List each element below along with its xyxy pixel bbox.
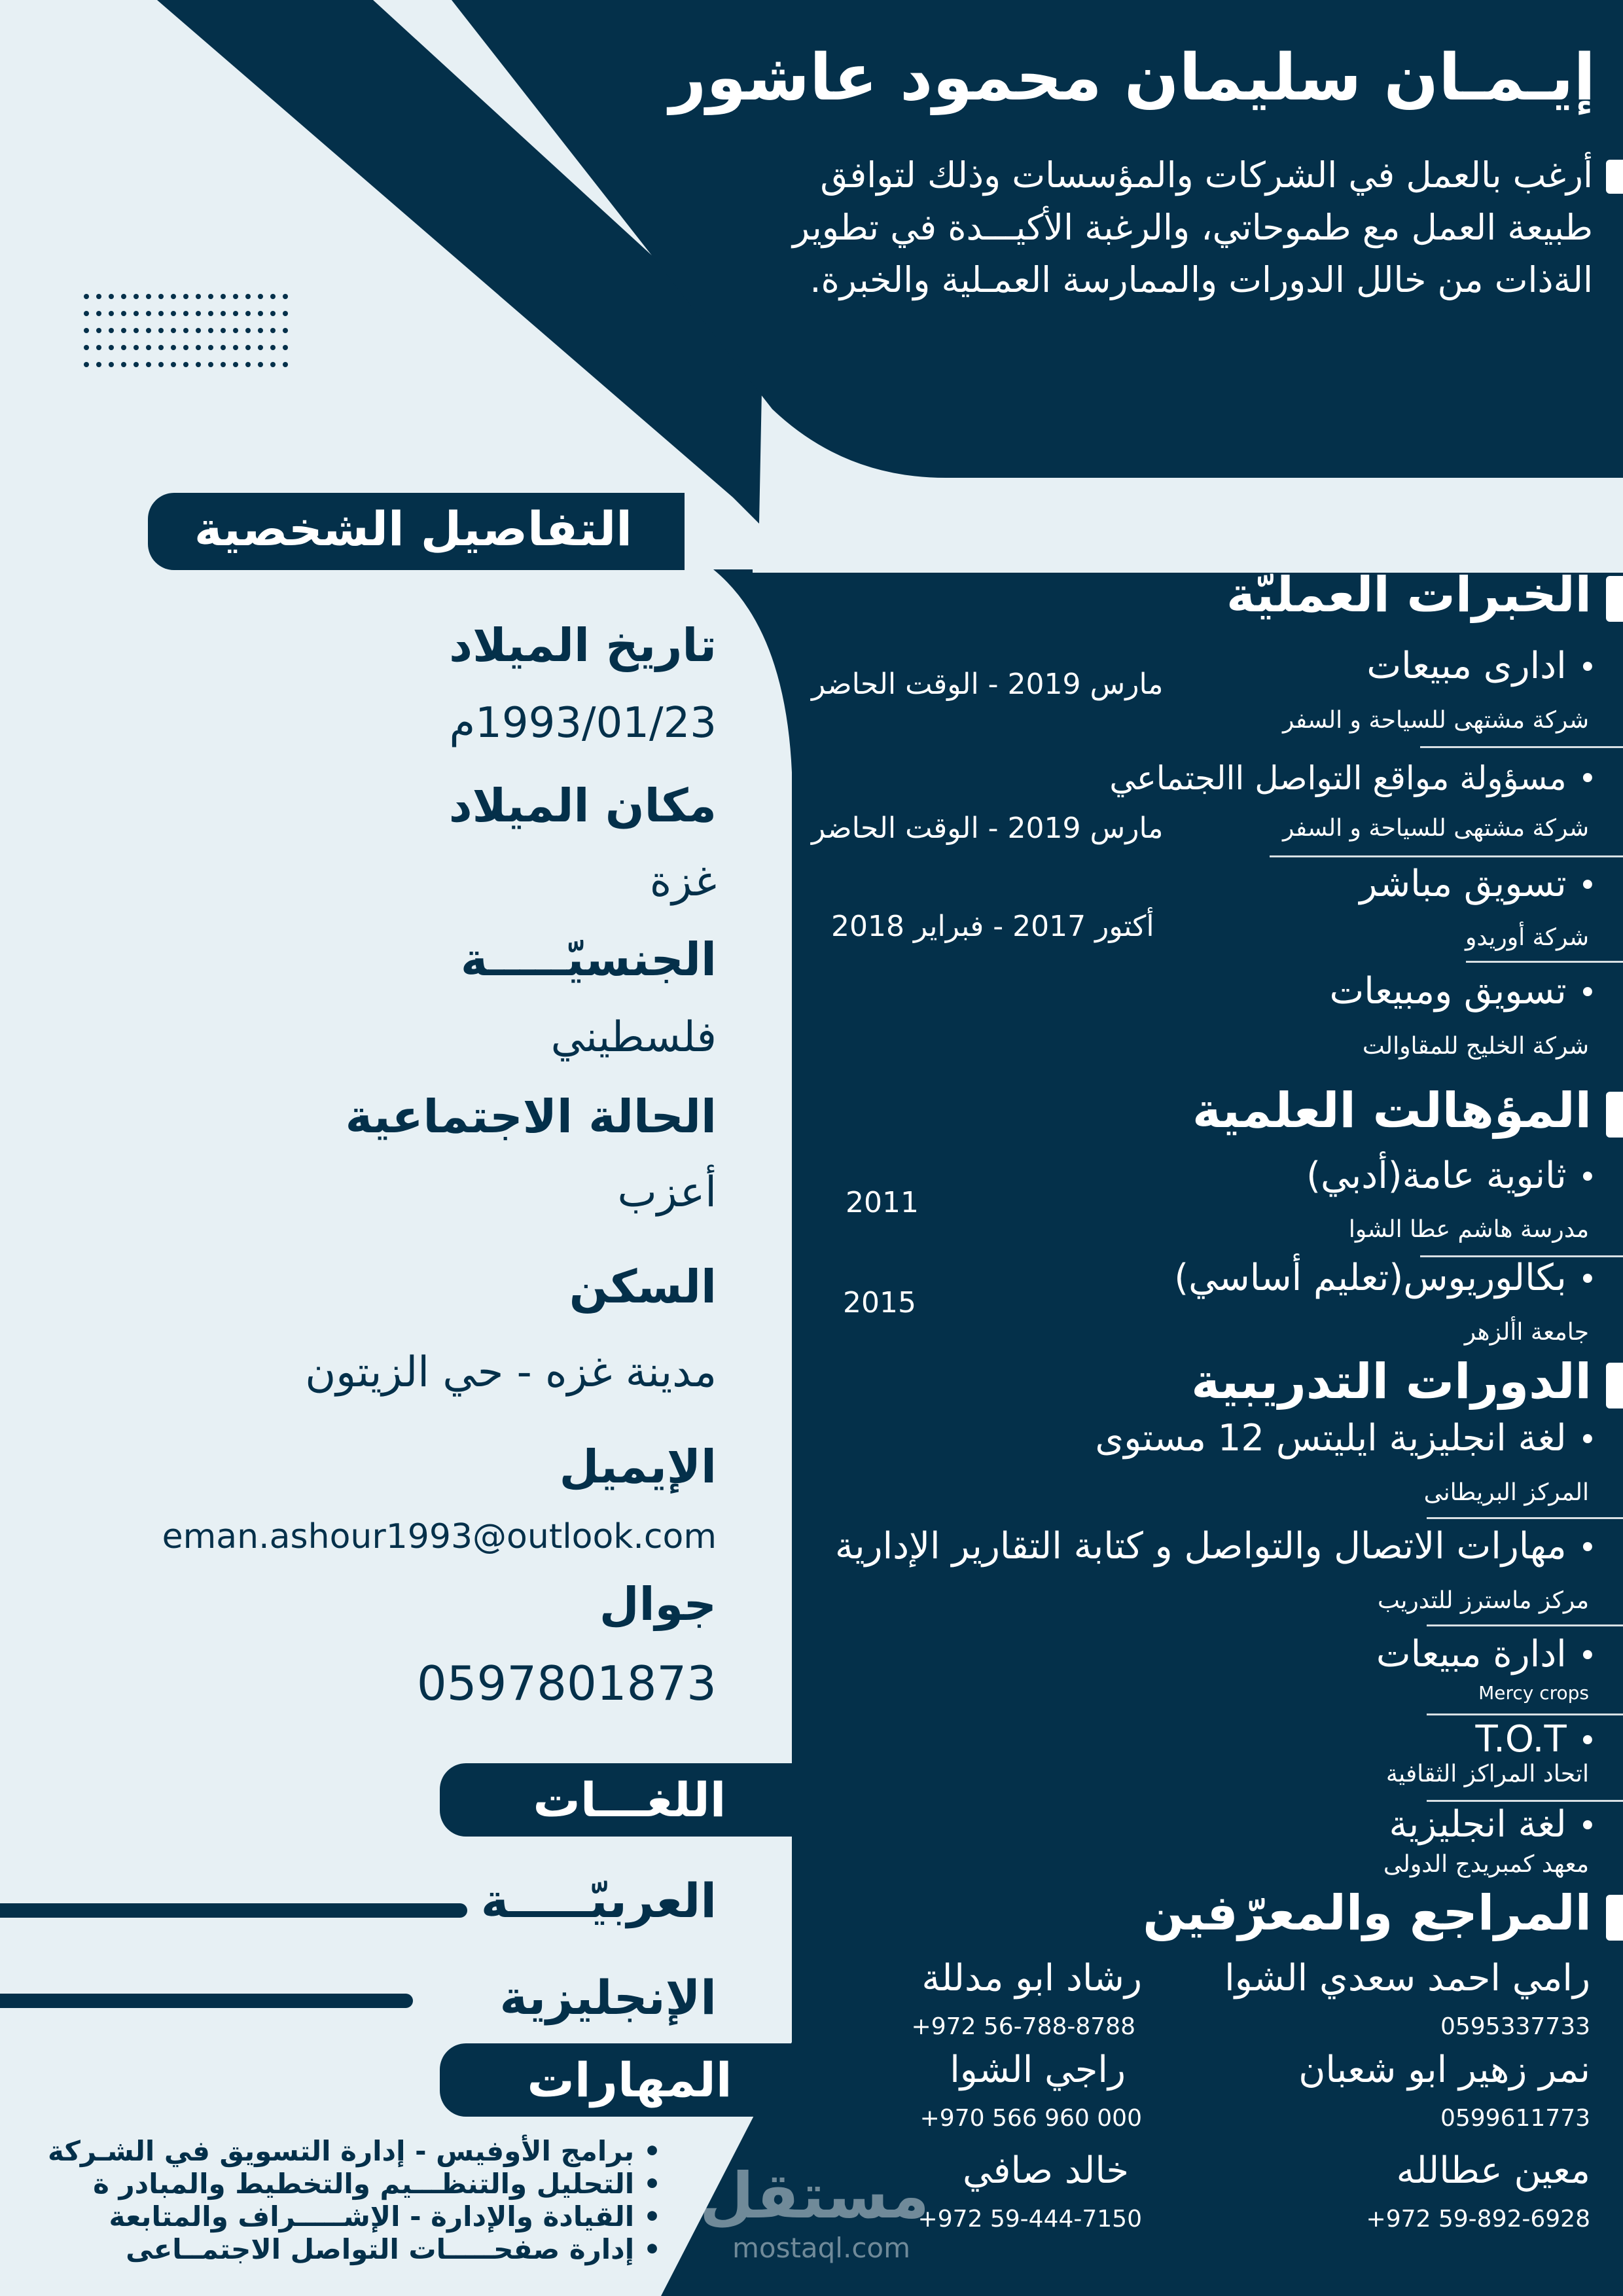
decor-dot [233, 294, 238, 299]
skill-item: • إدارة صفحـــــات التواصل الاجتمــاعى [92, 2233, 661, 2265]
decor-dot [134, 294, 139, 299]
decor-dot [245, 362, 251, 367]
birth-place-value: غزة [649, 857, 717, 906]
decor-dot [270, 362, 276, 367]
languages-title: اللغـــات [533, 1772, 726, 1827]
decor-dot [158, 311, 164, 316]
decor-dot [221, 294, 226, 299]
decor-dot [146, 345, 151, 350]
decor-dot [270, 294, 276, 299]
reference-phone: +972 59-444-7150 [918, 2206, 1142, 2233]
reference-phone: 0595337733 [1440, 2013, 1590, 2040]
skill-item: • التحليل والتنظـــيم والتخطيط والمبادر ة [92, 2168, 661, 2200]
objective-marker [1606, 160, 1623, 194]
nationality-value: فلسطيني [550, 1013, 717, 1062]
experience-title: الخبرات العمليّة [1226, 567, 1592, 623]
decor-dot [96, 311, 101, 316]
decor-dot [270, 345, 276, 350]
separator [1427, 1624, 1623, 1626]
decor-dot [171, 345, 176, 350]
reference-phone: +972 56-788-8788 [911, 2013, 1135, 2040]
decor-dot [109, 311, 114, 316]
reference-name: رامي احمد سعدي الشوا [1224, 1957, 1590, 2000]
decor-dot [109, 345, 114, 350]
course-item-org: اتحاد المراكز الثقافية [1385, 1761, 1589, 1787]
decor-dot [171, 328, 176, 333]
reference-name: نمر زهير ابو شعبان [1298, 2049, 1590, 2091]
education-item-school: جامعة األزهر [1464, 1319, 1589, 1346]
language-english-level-bar [0, 1994, 413, 2008]
experience-item-title: • تسويق ومبيعات [1329, 970, 1597, 1013]
nationality-label: الجنسيّـــــة [460, 933, 717, 986]
decor-dot [146, 362, 151, 367]
decor-dot [96, 294, 101, 299]
decor-dot [283, 294, 288, 299]
separator [1270, 855, 1623, 857]
experience-item-company: شركة مشتهى للسياحة و السفر [1282, 707, 1589, 734]
separator [1427, 1800, 1623, 1802]
education-title: المؤهالت العلمية [1192, 1083, 1592, 1139]
decor-dot [283, 311, 288, 316]
mobile-value: 0597801873 [416, 1656, 717, 1711]
decor-dot [270, 328, 276, 333]
courses-marker [1606, 1363, 1623, 1408]
reference-name: رشاد ابو مدللة [921, 1957, 1142, 2000]
decor-dot [183, 345, 188, 350]
decor-dot [171, 362, 176, 367]
decor-dot [183, 311, 188, 316]
course-item-title: • لغة انجليزية ايليتس 12 مستوى [1095, 1417, 1597, 1460]
experience-marker [1606, 576, 1623, 622]
separator [1466, 961, 1623, 963]
birth-date-label: تاريخ الميلاد [449, 619, 717, 672]
education-item-title: • ثانوية عامة(أدبي) [1306, 1155, 1597, 1197]
experience-item-date: مارس 2019 - الوقت الحاضر [812, 812, 1164, 845]
residence-label: السكن [569, 1260, 717, 1314]
education-marker [1606, 1092, 1623, 1138]
skill-item: • القيادة والإدارة - الإشـــــراف والمتابعة [92, 2200, 661, 2233]
experience-item-title: • ادارى مبيعات [1366, 645, 1597, 687]
decor-dot [84, 294, 89, 299]
decor-dot [258, 362, 263, 367]
reference-name: معين عطالله [1396, 2149, 1590, 2192]
course-item-title: • مهارات الاتصال والتواصل و كتابة التقارير الإدارية [835, 1525, 1597, 1568]
skill-item: • برامج الأوفيس - إدارة التسويق في الشـركة [92, 2135, 661, 2167]
languages-heading [440, 1763, 793, 1837]
decor-dot [196, 311, 201, 316]
decor-dot [196, 345, 201, 350]
decor-dot [84, 311, 89, 316]
decor-dot [245, 311, 251, 316]
watermark-logo-text: مستقل [699, 2159, 929, 2233]
decor-dot [233, 328, 238, 333]
experience-item-date: مارس 2019 - الوقت الحاضر [812, 668, 1164, 701]
decor-dot [134, 311, 139, 316]
decor-dot [196, 362, 201, 367]
decor-dot [121, 328, 126, 333]
decor-dot [183, 328, 188, 333]
marital-status-value: أعزب [617, 1168, 717, 1217]
decor-dot [283, 328, 288, 333]
decor-dot [208, 294, 213, 299]
decor-dot [221, 311, 226, 316]
reference-phone: +970 566 960 000 [919, 2105, 1142, 2132]
experience-item-company: شركة أوريدو [1465, 924, 1589, 951]
experience-item-company: شركة الخليج للمقاوالت [1362, 1033, 1589, 1060]
education-item-year: 2011 [846, 1186, 919, 1219]
decor-dot [121, 362, 126, 367]
experience-item-title: • مسؤولة مواقع التواصل االجتماعي [1109, 759, 1597, 797]
course-item-title: • ادارة مبيعات [1376, 1633, 1597, 1676]
separator [1427, 1517, 1623, 1519]
decor-dot [158, 362, 164, 367]
decor-dot [84, 362, 89, 367]
language-arabic-level-bar [0, 1903, 467, 1918]
decor-dot [258, 294, 263, 299]
education-item-school: مدرسة هاشم عطا الشوا [1348, 1216, 1589, 1243]
decor-dot [134, 328, 139, 333]
decor-dot [134, 345, 139, 350]
decor-dot [233, 345, 238, 350]
course-item-org: المركز البريطانى [1423, 1479, 1589, 1506]
full-name: إيـمـان سليمان محمود عاشور [669, 41, 1596, 115]
email-label: الإيميل [559, 1440, 717, 1494]
course-item-org: معهد كمبريدج الدولى [1383, 1851, 1589, 1878]
email-value[interactable]: eman.ashour1993@outlook.com [162, 1517, 717, 1556]
reference-phone: +972 59-892-6928 [1366, 2206, 1590, 2233]
decor-dot [84, 345, 89, 350]
mobile-label: جوال [599, 1577, 717, 1631]
decor-dot [208, 328, 213, 333]
decor-dot [121, 311, 126, 316]
decor-dot [171, 311, 176, 316]
decor-dot [270, 311, 276, 316]
course-item-org: Mercy crops [1478, 1682, 1589, 1704]
decor-dot [84, 328, 89, 333]
decor-dot [196, 294, 201, 299]
language-english: الإنجليزية [499, 1970, 717, 2025]
decor-dot [134, 362, 139, 367]
experience-item-company: شركة مشتهى للسياحة و السفر [1282, 815, 1589, 842]
courses-title: الدورات التدريبية [1191, 1354, 1592, 1410]
residence-value: مدينة غزه - حي الزيتون [305, 1348, 717, 1397]
course-item-org: مركز ماسترز للتدريب [1378, 1587, 1589, 1614]
separator [1427, 1713, 1623, 1715]
reference-phone: 0599611773 [1440, 2105, 1590, 2132]
marital-status-label: الحالة الاجتماعية [345, 1090, 717, 1143]
decor-dot [121, 294, 126, 299]
decor-dot [109, 362, 114, 367]
references-marker [1606, 1895, 1623, 1941]
course-item-title: • لغة انجليزية [1389, 1803, 1597, 1846]
watermark [699, 2159, 929, 2265]
personal-details-title: التفاصيل الشخصية [194, 501, 632, 556]
separator [1420, 746, 1623, 748]
decor-dot [183, 294, 188, 299]
decor-dot [283, 362, 288, 367]
decor-dot [121, 345, 126, 350]
birth-date-value: 1993/01/23م [449, 699, 717, 747]
reference-name: راجي الشوا [950, 2049, 1126, 2091]
decor-dot [221, 328, 226, 333]
decor-dot [208, 362, 213, 367]
decor-dot [208, 345, 213, 350]
decor-dot [171, 294, 176, 299]
experience-item-date: أكتور 2017 - فبراير 2018 [831, 910, 1154, 943]
decor-dot [158, 328, 164, 333]
decor-dot [146, 328, 151, 333]
decor-dot [158, 294, 164, 299]
decor-dot [109, 294, 114, 299]
watermark-url: mostaql.com [732, 2232, 911, 2264]
decor-dot [221, 345, 226, 350]
decor-dot [283, 345, 288, 350]
birth-place-label: مكان الميلاد [448, 779, 717, 833]
decor-dot [146, 311, 151, 316]
decor-dot [258, 328, 263, 333]
decor-dot [196, 328, 201, 333]
decor-dot [245, 294, 251, 299]
decor-dot [96, 362, 101, 367]
decor-dot [245, 328, 251, 333]
decor-dot [221, 362, 226, 367]
career-objective: أرغب بالعمل في الشركات والمؤسسات وذلك لتوافق طبيعة العمل مع طموحاتي، والرغبة الأكيـــدة في تطوير الةذات من خالل الدورات والممارسة العمـلية والخبرة. [793, 154, 1593, 300]
course-item-title: • T.O.T [1476, 1718, 1597, 1761]
education-item-title: • بكالوريوس(تعليم أساسي) [1174, 1257, 1597, 1299]
skills-title: المهارات [527, 2053, 732, 2108]
decor-dot [96, 328, 101, 333]
decor-dot [146, 294, 151, 299]
experience-item-title: • تسويق مباشر [1359, 863, 1597, 905]
decor-dot [183, 362, 188, 367]
decor-dot [96, 345, 101, 350]
decor-dot [233, 362, 238, 367]
references-title: المراجع والمعرّفين [1143, 1885, 1592, 1941]
language-arabic: العربيّـــــة [480, 1873, 717, 1928]
decor-dot [158, 345, 164, 350]
reference-name: خالد صافي [963, 2149, 1129, 2192]
education-item-year: 2015 [843, 1286, 916, 1319]
decor-dot [245, 345, 251, 350]
decor-dot [233, 311, 238, 316]
decor-dot [109, 328, 114, 333]
skills-heading [440, 2043, 793, 2117]
decor-dot [258, 345, 263, 350]
decor-dot [208, 311, 213, 316]
decor-dot [258, 311, 263, 316]
